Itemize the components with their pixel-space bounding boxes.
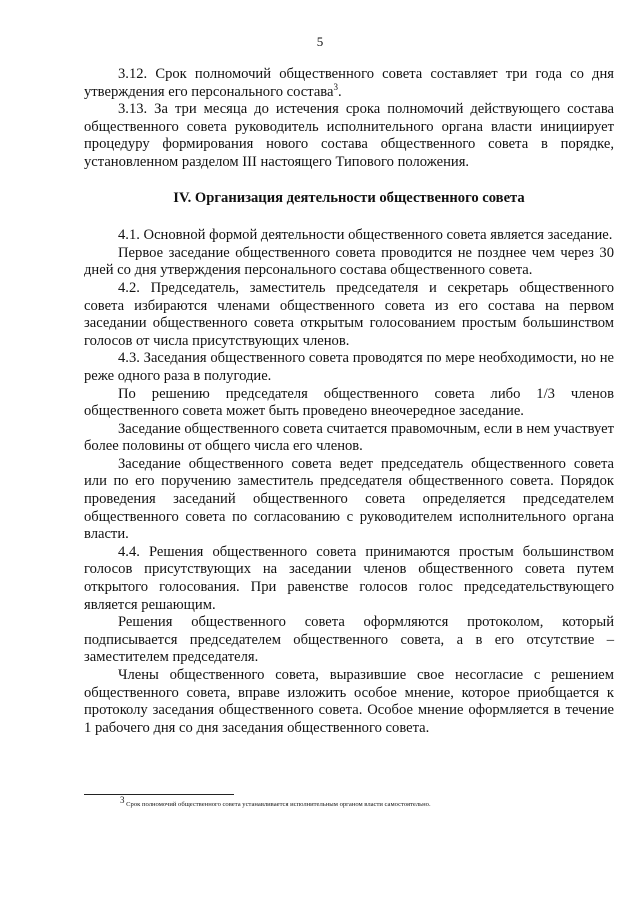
paragraph-chairing: Заседание общественного совета ведет председатель общественного совета или по его поручению заместитель председателя общественного совета. Порядок проведения заседаний общественного совета определяется председателем общественного совета по согласованию с руководителем исполнительного органа власти. xyxy=(84,455,614,543)
paragraph-first-meeting: Первое заседание общественного совета проводится не позднее чем через 30 дней со дня утверждения персонального состава общественного совета. xyxy=(84,244,614,279)
paragraph-4-2: 4.2. Председатель, заместитель председателя и секретарь общественного совета избираются членами общественного совета из его состава на первом заседании общественного совета открытым голосованием простым большинством голосов от числа присутствующих членов. xyxy=(84,279,614,349)
paragraph-4-1: 4.1. Основной формой деятельности общественного совета является заседание. xyxy=(118,227,613,244)
footnote-divider xyxy=(84,794,234,795)
paragraph-3-13: 3.13. За три месяца до истечения срока полномочий действующего состава общественного совета руководитель исполнительного органа власти инициирует процедуру формирования нового состава общественного совета в порядке, установленном разделом III настоящего Типового положения. xyxy=(84,101,614,170)
footnote-text: Срок полномочий общественного совета устанавливается исполнительным органом власти самостоятельно. xyxy=(124,801,431,809)
paragraph-3-12 xyxy=(84,66,614,101)
footnote-marker: 3 xyxy=(120,795,125,805)
paragraph-4-4: 4.4. Решения общественного совета принимаются простым большинством голосов присутствующих на заседании членов общественного совета путем открытого голосования. При равенстве голосов голос председательствующего является решающим. xyxy=(84,543,614,613)
paragraph-text: 3.12. Срок полномочий общественного совета составляет три года со дня утверждения его персонального состава xyxy=(84,66,614,100)
section-heading: IV. Организация деятельности общественного совета xyxy=(173,189,525,206)
paragraph-protocol: Решения общественного совета оформляются протоколом, который подписывается председателем общественного совета, а в его отсутствие – заместителем председателя. xyxy=(84,614,614,666)
paragraph-end-punctuation: . xyxy=(337,83,342,100)
paragraph-dissent: Члены общественного совета, выразившие свое несогласие с решением общественного совета, вправе изложить особое мнение, которое приобщается к протоколу заседания общественного совета. Особое мнение оформляется в течение 1 рабочего дня со дня заседания общественного совета. xyxy=(84,667,614,736)
paragraph-4-3: 4.3. Заседания общественного совета проводятся по мере необходимости, но не реже одного раза в полугодие. xyxy=(84,350,614,384)
paragraph-extraordinary-meeting: По решению председателя общественного совета либо 1/3 членов общественного совета может быть проведено внеочередное заседание. xyxy=(84,385,614,420)
footnote-reference[interactable]: 3 xyxy=(333,81,338,92)
paragraph-quorum: Заседание общественного совета считается правомочным, если в нем участвует более половины от общего числа его членов. xyxy=(84,420,614,455)
footnote xyxy=(120,795,600,809)
page-number: 5 xyxy=(316,34,324,49)
document-body xyxy=(84,66,614,737)
